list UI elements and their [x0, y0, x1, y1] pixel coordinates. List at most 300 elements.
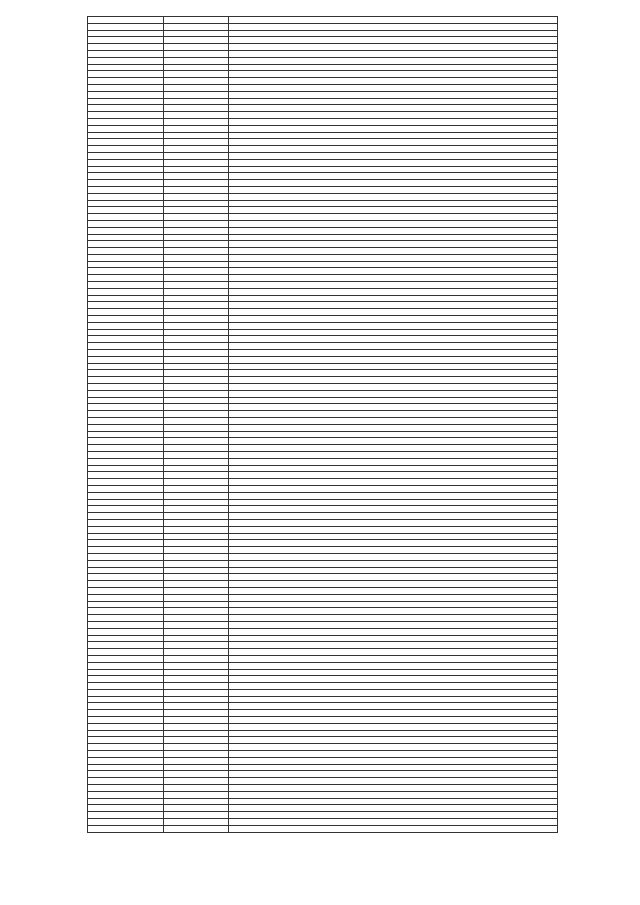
cadastral-number [164, 254, 229, 261]
cadastral-number [164, 186, 229, 193]
cadastral-number [164, 744, 229, 751]
table-row [88, 322, 558, 329]
table-row [88, 662, 558, 669]
address [229, 350, 558, 357]
address [229, 581, 558, 588]
cadastral-number [164, 730, 229, 737]
cadastral-number [164, 601, 229, 608]
table-row [88, 220, 558, 227]
cadastral-number [164, 57, 229, 64]
row-number [88, 445, 164, 452]
table-row [88, 764, 558, 771]
row-number [88, 581, 164, 588]
address [229, 282, 558, 289]
cadastral-number [164, 268, 229, 275]
table-row [88, 207, 558, 214]
address [229, 118, 558, 125]
row-number [88, 785, 164, 792]
address [229, 384, 558, 391]
table-row [88, 785, 558, 792]
row-number [88, 431, 164, 438]
cadastral-number [164, 159, 229, 166]
cadastral-number [164, 125, 229, 132]
table-row [88, 458, 558, 465]
address [229, 683, 558, 690]
table-row [88, 751, 558, 758]
cadastral-number [164, 132, 229, 139]
address [229, 50, 558, 57]
cadastral-number [164, 343, 229, 350]
cadastral-number [164, 424, 229, 431]
row-number [88, 146, 164, 153]
table-row [88, 723, 558, 730]
address [229, 519, 558, 526]
table-row [88, 628, 558, 635]
row-number [88, 377, 164, 384]
address [229, 492, 558, 499]
cadastral-number [164, 248, 229, 255]
address [229, 594, 558, 601]
address [229, 737, 558, 744]
cadastral-number [164, 50, 229, 57]
cadastral-number [164, 295, 229, 302]
address [229, 275, 558, 282]
table-row [88, 615, 558, 622]
address [229, 662, 558, 669]
row-number [88, 805, 164, 812]
cadastral-number [164, 608, 229, 615]
table-row [88, 472, 558, 479]
table-row [88, 560, 558, 567]
address [229, 44, 558, 51]
row-number [88, 23, 164, 30]
table-row [88, 621, 558, 628]
table-row [88, 669, 558, 676]
address [229, 343, 558, 350]
address [229, 71, 558, 78]
address [229, 268, 558, 275]
address [229, 424, 558, 431]
row-number [88, 220, 164, 227]
table-row [88, 601, 558, 608]
address [229, 418, 558, 425]
row-number [88, 390, 164, 397]
table-row [88, 316, 558, 323]
table-row [88, 44, 558, 51]
table-row [88, 649, 558, 656]
row-number [88, 621, 164, 628]
row-number [88, 336, 164, 343]
cadastral-number [164, 642, 229, 649]
address [229, 574, 558, 581]
cadastral-number [164, 23, 229, 30]
cadastral-number [164, 397, 229, 404]
table-row [88, 295, 558, 302]
address [229, 336, 558, 343]
table-row [88, 370, 558, 377]
table-row [88, 567, 558, 574]
row-number [88, 574, 164, 581]
table-row [88, 689, 558, 696]
row-number [88, 642, 164, 649]
cadastral-number [164, 655, 229, 662]
row-number [88, 200, 164, 207]
cadastral-number [164, 146, 229, 153]
cadastral-number [164, 710, 229, 717]
row-number [88, 717, 164, 724]
address [229, 329, 558, 336]
cadastral-number [164, 587, 229, 594]
cadastral-number [164, 282, 229, 289]
address [229, 186, 558, 193]
address [229, 526, 558, 533]
cadastral-number [164, 261, 229, 268]
address [229, 193, 558, 200]
row-number [88, 519, 164, 526]
table-row [88, 275, 558, 282]
row-number [88, 635, 164, 642]
row-number [88, 778, 164, 785]
cadastral-number [164, 166, 229, 173]
cadastral-number [164, 805, 229, 812]
address [229, 356, 558, 363]
address [229, 547, 558, 554]
cadastral-number [164, 173, 229, 180]
table-row [88, 384, 558, 391]
row-number [88, 499, 164, 506]
table-row [88, 64, 558, 71]
table-row [88, 37, 558, 44]
table-row [88, 581, 558, 588]
cadastral-number [164, 309, 229, 316]
table-row [88, 173, 558, 180]
address [229, 261, 558, 268]
table-row [88, 526, 558, 533]
table-row [88, 485, 558, 492]
table-row [88, 78, 558, 85]
row-number [88, 662, 164, 669]
row-number [88, 615, 164, 622]
row-number [88, 812, 164, 819]
table-row [88, 57, 558, 64]
table-row [88, 825, 558, 832]
table-row [88, 710, 558, 717]
address [229, 370, 558, 377]
table-row [88, 812, 558, 819]
table-row [88, 533, 558, 540]
address [229, 30, 558, 37]
table-row [88, 703, 558, 710]
table-row [88, 377, 558, 384]
table-row [88, 431, 558, 438]
address [229, 105, 558, 112]
address [229, 655, 558, 662]
cadastral-number [164, 30, 229, 37]
address [229, 819, 558, 826]
row-number [88, 594, 164, 601]
row-number [88, 587, 164, 594]
cadastral-number [164, 547, 229, 554]
table-row [88, 717, 558, 724]
address [229, 98, 558, 105]
row-number [88, 567, 164, 574]
cadastral-number [164, 669, 229, 676]
table-row [88, 288, 558, 295]
cadastral-number [164, 683, 229, 690]
row-number [88, 329, 164, 336]
cadastral-number [164, 819, 229, 826]
cadastral-number [164, 574, 229, 581]
table-row [88, 227, 558, 234]
address [229, 764, 558, 771]
address [229, 506, 558, 513]
table-row [88, 587, 558, 594]
row-number [88, 533, 164, 540]
row-number [88, 309, 164, 316]
cadastral-number [164, 445, 229, 452]
cadastral-number [164, 526, 229, 533]
address [229, 438, 558, 445]
cadastral-number [164, 84, 229, 91]
row-number [88, 166, 164, 173]
table-row [88, 159, 558, 166]
table-row [88, 268, 558, 275]
address [229, 676, 558, 683]
address [229, 791, 558, 798]
cadastral-number [164, 329, 229, 336]
cadastral-number [164, 513, 229, 520]
address [229, 309, 558, 316]
cadastral-number [164, 771, 229, 778]
row-number [88, 492, 164, 499]
address [229, 241, 558, 248]
row-number [88, 64, 164, 71]
cadastral-number [164, 390, 229, 397]
row-number [88, 798, 164, 805]
row-number [88, 723, 164, 730]
cadastral-number [164, 112, 229, 119]
cadastral-number [164, 44, 229, 51]
table-row [88, 805, 558, 812]
table-row [88, 282, 558, 289]
row-number [88, 479, 164, 486]
table-row [88, 200, 558, 207]
address [229, 757, 558, 764]
row-number [88, 356, 164, 363]
table-row [88, 424, 558, 431]
address [229, 642, 558, 649]
table-row [88, 397, 558, 404]
cadastral-number [164, 17, 229, 24]
address [229, 363, 558, 370]
row-number [88, 268, 164, 275]
row-number [88, 44, 164, 51]
table-row [88, 819, 558, 826]
cadastral-number [164, 540, 229, 547]
row-number [88, 261, 164, 268]
address [229, 220, 558, 227]
cadastral-number [164, 506, 229, 513]
row-number [88, 139, 164, 146]
table-row [88, 139, 558, 146]
cadastral-number [164, 791, 229, 798]
cadastral-number [164, 105, 229, 112]
row-number [88, 186, 164, 193]
row-number [88, 207, 164, 214]
row-number [88, 227, 164, 234]
address [229, 214, 558, 221]
row-number [88, 764, 164, 771]
table-row [88, 608, 558, 615]
table-row [88, 84, 558, 91]
table-row [88, 146, 558, 153]
table-row [88, 635, 558, 642]
table-row [88, 356, 558, 363]
row-number [88, 234, 164, 241]
row-number [88, 669, 164, 676]
row-number [88, 560, 164, 567]
address [229, 669, 558, 676]
address [229, 152, 558, 159]
table-row [88, 112, 558, 119]
row-number [88, 547, 164, 554]
table-row [88, 180, 558, 187]
address [229, 689, 558, 696]
row-number [88, 751, 164, 758]
row-number [88, 316, 164, 323]
row-number [88, 825, 164, 832]
row-number [88, 506, 164, 513]
cadastral-number [164, 200, 229, 207]
row-number [88, 472, 164, 479]
address [229, 615, 558, 622]
address [229, 499, 558, 506]
table-row [88, 676, 558, 683]
table-row [88, 248, 558, 255]
cadastral-number [164, 581, 229, 588]
table-row [88, 71, 558, 78]
address [229, 377, 558, 384]
row-number [88, 295, 164, 302]
table-row [88, 438, 558, 445]
address [229, 812, 558, 819]
cadastral-number [164, 78, 229, 85]
row-number [88, 125, 164, 132]
cadastral-number [164, 275, 229, 282]
cadastral-number [164, 717, 229, 724]
cadastral-number [164, 560, 229, 567]
row-number [88, 819, 164, 826]
row-number [88, 282, 164, 289]
address [229, 84, 558, 91]
row-number [88, 343, 164, 350]
row-number [88, 513, 164, 520]
table-row [88, 193, 558, 200]
address [229, 730, 558, 737]
cadastral-number [164, 370, 229, 377]
table-row [88, 594, 558, 601]
address [229, 723, 558, 730]
row-number [88, 180, 164, 187]
cadastral-number [164, 91, 229, 98]
cadastral-number [164, 479, 229, 486]
cadastral-number [164, 778, 229, 785]
table-row [88, 166, 558, 173]
table-row [88, 445, 558, 452]
address [229, 567, 558, 574]
address [229, 295, 558, 302]
table-row [88, 553, 558, 560]
table-row [88, 132, 558, 139]
address [229, 805, 558, 812]
row-number [88, 370, 164, 377]
cadastral-number [164, 472, 229, 479]
address [229, 649, 558, 656]
row-number [88, 418, 164, 425]
cadastral-number [164, 696, 229, 703]
address [229, 621, 558, 628]
table-row [88, 241, 558, 248]
row-number [88, 384, 164, 391]
address [229, 751, 558, 758]
row-number [88, 526, 164, 533]
cadastral-number [164, 689, 229, 696]
cadastral-number [164, 615, 229, 622]
row-number [88, 84, 164, 91]
address [229, 472, 558, 479]
address [229, 540, 558, 547]
address [229, 78, 558, 85]
row-number [88, 322, 164, 329]
cadastral-number [164, 812, 229, 819]
table-row [88, 302, 558, 309]
cadastral-number [164, 404, 229, 411]
cadastral-number [164, 458, 229, 465]
cadastral-number [164, 356, 229, 363]
table-row [88, 343, 558, 350]
cadastral-number [164, 635, 229, 642]
row-number [88, 173, 164, 180]
address [229, 717, 558, 724]
cadastral-number [164, 71, 229, 78]
row-number [88, 112, 164, 119]
address [229, 316, 558, 323]
cadastral-number [164, 825, 229, 832]
address [229, 798, 558, 805]
table-row [88, 513, 558, 520]
table-row [88, 791, 558, 798]
table-row [88, 411, 558, 418]
row-number [88, 71, 164, 78]
cadastral-number [164, 798, 229, 805]
row-number [88, 397, 164, 404]
table-row [88, 492, 558, 499]
cadastral-number [164, 411, 229, 418]
address [229, 23, 558, 30]
row-number [88, 757, 164, 764]
table-row [88, 499, 558, 506]
row-number [88, 696, 164, 703]
table-row [88, 519, 558, 526]
row-number [88, 730, 164, 737]
address [229, 200, 558, 207]
table-row [88, 50, 558, 57]
address [229, 37, 558, 44]
row-number [88, 248, 164, 255]
table-row [88, 390, 558, 397]
row-number [88, 17, 164, 24]
table-row [88, 329, 558, 336]
